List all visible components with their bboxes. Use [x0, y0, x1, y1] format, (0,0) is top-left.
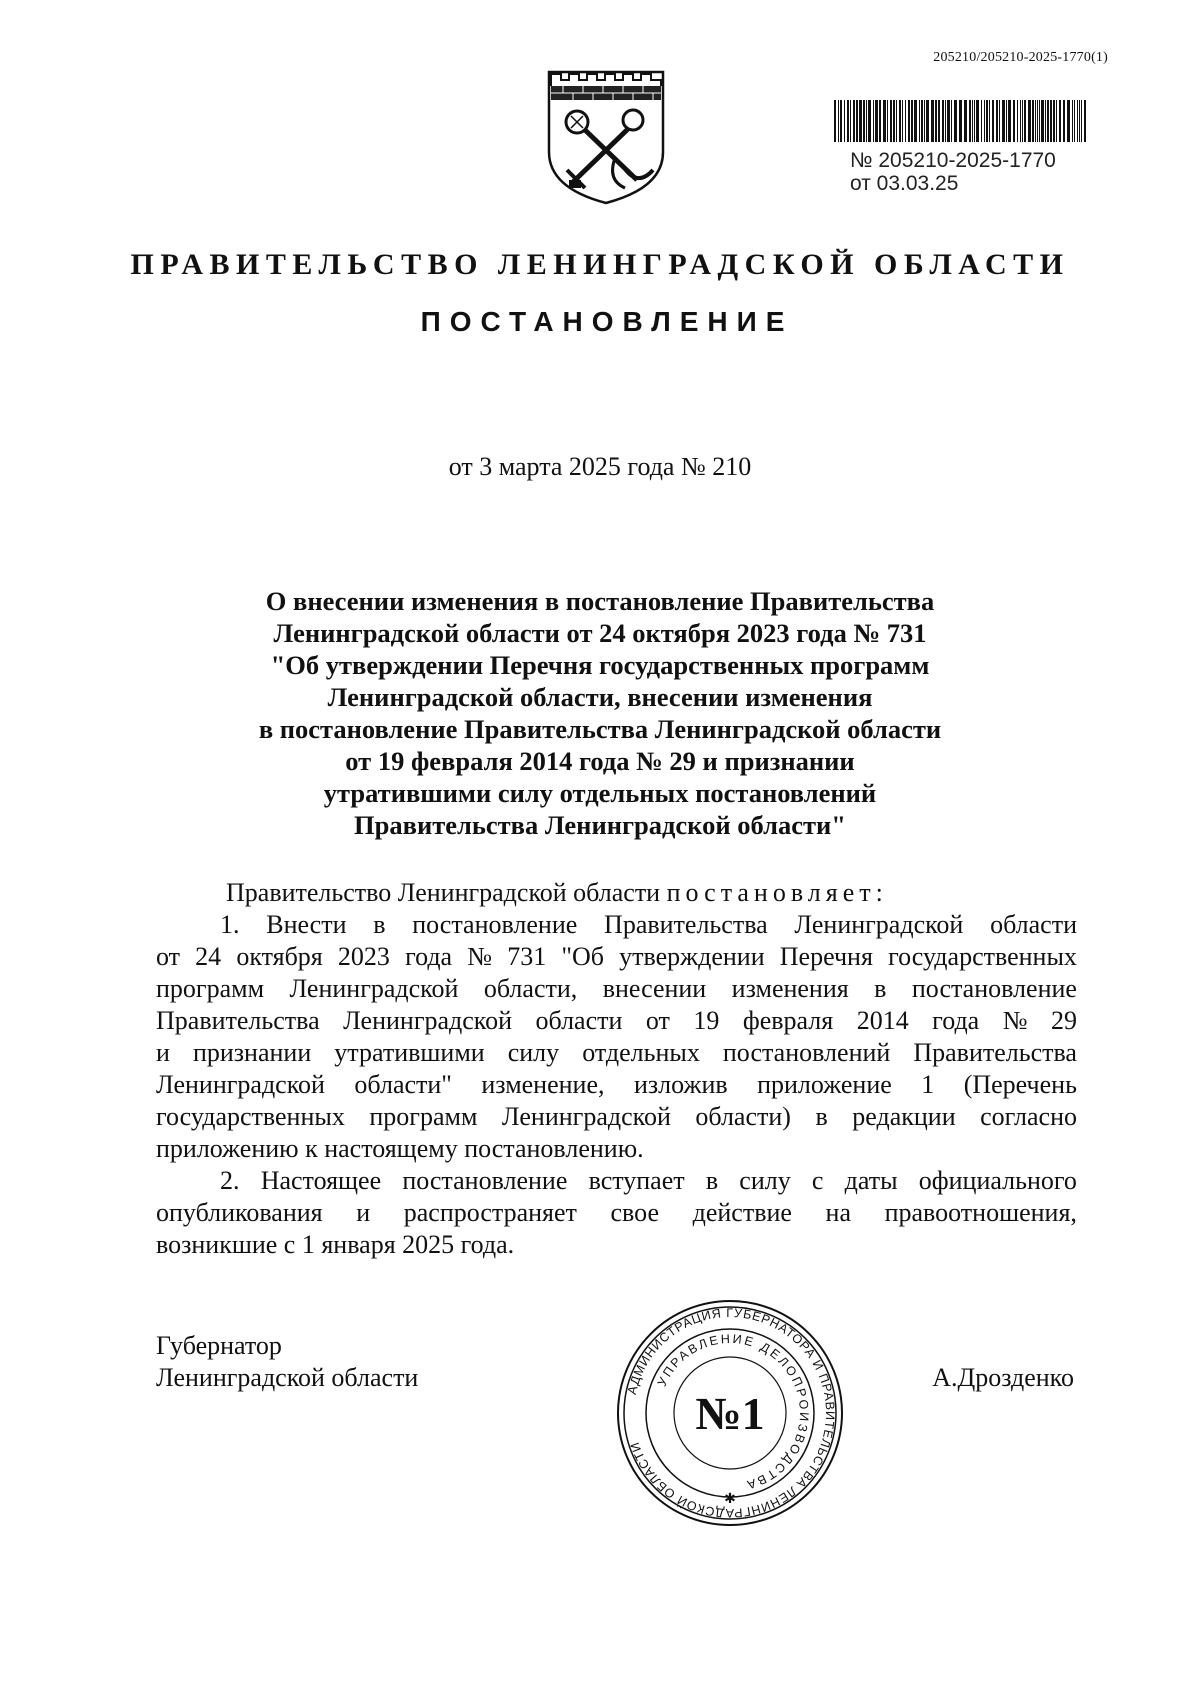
- word: Правительства: [604, 910, 768, 939]
- word: Ленинградской: [501, 1102, 671, 1131]
- subject-line: Правительства Ленинградской области": [354, 810, 846, 840]
- barcode-bar: [1047, 100, 1049, 142]
- word: от: [645, 1006, 670, 1035]
- barcode-bar: [866, 100, 867, 142]
- word: утратившими: [334, 1038, 485, 1067]
- word: постановление: [911, 974, 1077, 1003]
- word: №: [467, 942, 493, 971]
- word: Перечня: [779, 942, 873, 971]
- barcode-bar: [1039, 100, 1040, 142]
- barcode-bar: [959, 100, 962, 142]
- barcode-bar: [914, 100, 917, 142]
- barcode-bar: [969, 100, 971, 142]
- word: в: [373, 910, 386, 939]
- barcode-bar: [1013, 100, 1015, 142]
- barcode-bar: [850, 100, 851, 142]
- word: февраля: [742, 1006, 834, 1035]
- paragraph-1-line: [156, 1101, 1077, 1133]
- word: области,: [483, 974, 578, 1003]
- word: 2.: [220, 1166, 240, 1195]
- word: области": [354, 1070, 452, 1099]
- barcode-bar: [1072, 100, 1073, 142]
- barcode-bar: [1022, 100, 1023, 142]
- barcode-bar: [942, 100, 944, 142]
- signatory-position-line: Ленинградской области: [156, 1363, 419, 1392]
- word: изменение,: [481, 1070, 605, 1099]
- barcode-bar: [1084, 100, 1086, 142]
- barcode-bar: [908, 100, 910, 142]
- word: в: [705, 1166, 719, 1195]
- document-date-number: от 3 марта 2025 года № 210: [448, 452, 752, 481]
- word: действие: [692, 1198, 792, 1227]
- paragraph-1-line: [156, 1037, 1077, 1069]
- preamble: [156, 877, 1077, 909]
- barcode-bar: [893, 100, 895, 142]
- government-title: ПРАВИТЕЛЬСТВО ЛЕНИНГРАДСКОЙ ОБЛАСТИ: [130, 248, 1070, 281]
- word: Ленинградской: [794, 910, 964, 939]
- barcode-bar: [883, 100, 886, 142]
- word: даты: [844, 1166, 898, 1195]
- barcode-bar: [986, 100, 988, 142]
- barcode-bar: [954, 100, 957, 142]
- barcode-bar: [868, 100, 871, 142]
- barcode: [834, 100, 1087, 142]
- barcode-bar: [1050, 100, 1052, 142]
- barcode-bar: [1056, 100, 1057, 142]
- word: 2023: [337, 942, 390, 971]
- document-body: [156, 877, 1077, 1261]
- word: постановлений: [722, 1038, 891, 1067]
- paragraph-2-line: возникшие с 1 января 2025 года.: [156, 1230, 515, 1259]
- subject-line: от 19 февраля 2014 года № 29 и признании: [345, 746, 855, 776]
- word: утверждении: [619, 942, 765, 971]
- barcode-bar: [1032, 100, 1034, 142]
- barcode-bar: [921, 100, 923, 142]
- barcode-bar: [834, 100, 836, 142]
- word: Ленинградской: [289, 974, 459, 1003]
- subject-line: О внесении изменения в постановление Правительства: [265, 586, 935, 616]
- word: внесении: [602, 974, 707, 1003]
- barcode-bar: [981, 100, 982, 142]
- word: Ленинградской: [156, 1070, 325, 1099]
- barcode-bar: [919, 100, 920, 142]
- paragraph-2-line: [156, 1165, 1077, 1197]
- signatory-position: [156, 1330, 418, 1394]
- word: опубликования: [156, 1198, 323, 1227]
- barcode-bar: [947, 100, 950, 142]
- barcode-bar: [1074, 100, 1075, 142]
- word: государственных: [156, 1102, 345, 1131]
- barcode-bar: [859, 100, 862, 142]
- barcode-bar: [945, 100, 946, 142]
- paragraph-1-line: [156, 1005, 1077, 1037]
- word: 19: [693, 1006, 720, 1035]
- word: редакции: [852, 1102, 956, 1131]
- barcode-bar: [996, 100, 998, 142]
- word: Правительства: [156, 1006, 320, 1035]
- barcode-bar: [964, 100, 967, 142]
- barcode-bar: [1006, 100, 1007, 142]
- word: области: [990, 910, 1077, 939]
- barcode-bar: [873, 100, 874, 142]
- barcode-bar: [840, 100, 842, 142]
- word: с: [811, 1166, 824, 1195]
- word: свое: [610, 1198, 660, 1227]
- barcode-bar: [1059, 100, 1061, 142]
- barcode-bar: [938, 100, 940, 142]
- word: официального: [918, 1166, 1077, 1195]
- barcode-bar: [984, 100, 985, 142]
- word: отдельных: [582, 1038, 700, 1067]
- word: и: [356, 1198, 371, 1227]
- barcode-bar: [1035, 100, 1036, 142]
- barcode-bar: [926, 100, 929, 142]
- barcode-bar: [935, 100, 937, 142]
- barcode-bar: [1053, 100, 1055, 142]
- word: Настоящее: [260, 1166, 382, 1195]
- word: года: [932, 1006, 980, 1035]
- preamble-text: Правительство Ленинградской области: [226, 878, 661, 907]
- paragraph-1-line: [156, 909, 1077, 941]
- word: согласно: [980, 1102, 1077, 1131]
- word: программ: [156, 974, 265, 1003]
- barcode-bar: [863, 100, 865, 142]
- word: силу: [507, 1038, 560, 1067]
- registration-stamp: [850, 149, 1056, 195]
- paragraph-1-line: [156, 973, 1077, 1005]
- barcode-bar: [951, 100, 952, 142]
- word: октября: [236, 942, 323, 971]
- barcode-bar: [887, 100, 888, 142]
- word: 1.: [220, 910, 240, 939]
- word: года: [405, 942, 453, 971]
- word: изменения: [731, 974, 849, 1003]
- word: 24: [195, 942, 222, 971]
- barcode-bar: [931, 100, 934, 142]
- word: силу: [739, 1166, 791, 1195]
- word: на: [825, 1198, 851, 1227]
- subject-line: Ленинградской области от 24 октября 2023 года № 731: [273, 618, 927, 648]
- barcode-bar: [1041, 100, 1044, 142]
- paragraph-2-line: [156, 1197, 1077, 1229]
- word: распространяет: [403, 1198, 577, 1227]
- registration-date: от 03.03.25: [850, 172, 959, 195]
- barcode-bar: [1067, 100, 1070, 142]
- barcode-bar: [902, 100, 903, 142]
- paragraph-1-line: [156, 941, 1077, 973]
- leningrad-oblast-coat-of-arms-icon: [545, 70, 667, 205]
- barcode-bar: [924, 100, 925, 142]
- barcode-bar: [1020, 100, 1021, 142]
- barcode-bar: [1008, 100, 1011, 142]
- word: (Перечень: [963, 1070, 1077, 1099]
- barcode-bar: [890, 100, 892, 142]
- word: признании: [192, 1038, 312, 1067]
- barcode-bar: [972, 100, 973, 142]
- barcode-bar: [1063, 100, 1065, 142]
- barcode-bar: [1017, 100, 1018, 142]
- word: области): [695, 1102, 791, 1131]
- seal-outer-text: АДМИНИСТРАЦИЯ ГУБЕРНАТОРА И ПРАВИТЕЛЬСТВА ЛЕНИНГРАДСКОЙ ОБЛАСТИ: [624, 1305, 838, 1521]
- document-type: ПОСТАНОВЛЕНИЕ: [420, 306, 794, 337]
- subject-line: "Об утверждении Перечня государственных программ: [270, 650, 930, 680]
- word: в: [874, 974, 887, 1003]
- registration-number: № 205210-2025-1770: [850, 149, 1056, 172]
- word: Внести: [266, 910, 347, 939]
- barcode-bar: [1024, 100, 1026, 142]
- barcode-bar: [1002, 100, 1005, 142]
- word: правоотношения,: [884, 1198, 1077, 1227]
- barcode-bar: [1037, 100, 1038, 142]
- word: 2014: [856, 1006, 909, 1035]
- word: и: [156, 1038, 170, 1067]
- word: программ: [369, 1102, 478, 1131]
- barcode-bar: [899, 100, 901, 142]
- seal-inner-text: УПРАВЛЕНИЕ ДЕЛОПРОИЗВОДСТВА: [654, 1331, 812, 1493]
- paragraph-1-line: приложению к настоящему постановлению.: [156, 1134, 644, 1163]
- word: постановление: [412, 910, 578, 939]
- word: области: [535, 1006, 623, 1035]
- barcode-bar: [976, 100, 979, 142]
- barcode-bar: [879, 100, 881, 142]
- barcode-bar: [1028, 100, 1031, 142]
- barcode-bar: [853, 100, 855, 142]
- barcode-bar: [974, 100, 975, 142]
- seal-center-number: №1: [695, 1388, 765, 1439]
- word: 731: [507, 942, 547, 971]
- word: №: [1002, 1006, 1028, 1035]
- barcode-bar: [911, 100, 913, 142]
- barcode-bar: [992, 100, 994, 142]
- document-subject: [150, 585, 1050, 841]
- word: 1: [921, 1070, 935, 1099]
- word: Правительства: [913, 1038, 1077, 1067]
- subject-line: Ленинградской области, внесении изменения: [327, 682, 873, 712]
- word: постановление: [402, 1166, 568, 1195]
- barcode-bar: [844, 100, 845, 142]
- word: вступает: [588, 1166, 685, 1195]
- word: приложение: [757, 1070, 892, 1099]
- barcode-bar: [875, 100, 878, 142]
- barcode-bar: [989, 100, 990, 142]
- word: от: [156, 942, 181, 971]
- preamble-verb: постановляет:: [666, 878, 888, 907]
- barcode-bar: [905, 100, 906, 142]
- barcode-bar: [1079, 100, 1080, 142]
- word: 29: [1050, 1006, 1077, 1035]
- official-seal: [615, 1298, 845, 1528]
- barcode-bar: [838, 100, 839, 142]
- paragraph-1-line: [156, 1069, 1077, 1101]
- barcode-bar: [896, 100, 897, 142]
- word: изложив: [633, 1070, 728, 1099]
- word: Ленинградской: [343, 1006, 513, 1035]
- signatory-position-line: Губернатор: [156, 1331, 282, 1360]
- signatory-name: А.Дрозденко: [932, 1363, 1074, 1392]
- seal-star-icon: ✱: [724, 1491, 736, 1507]
- subject-line: утратившими силу отдельных постановлений: [323, 778, 877, 808]
- word: в: [815, 1102, 828, 1131]
- barcode-bar: [1081, 100, 1082, 142]
- barcode-bar: [1045, 100, 1046, 142]
- subject-line: в постановление Правительства Ленинградской области: [258, 714, 942, 744]
- barcode-bar: [847, 100, 849, 142]
- word: "Об: [561, 942, 604, 971]
- barcode-bar: [999, 100, 1000, 142]
- barcode-bar: [856, 100, 858, 142]
- file-reference: 205210/205210-2025-1770(1): [933, 50, 1108, 65]
- barcode-bar: [1077, 100, 1078, 142]
- word: государственных: [888, 942, 1077, 971]
